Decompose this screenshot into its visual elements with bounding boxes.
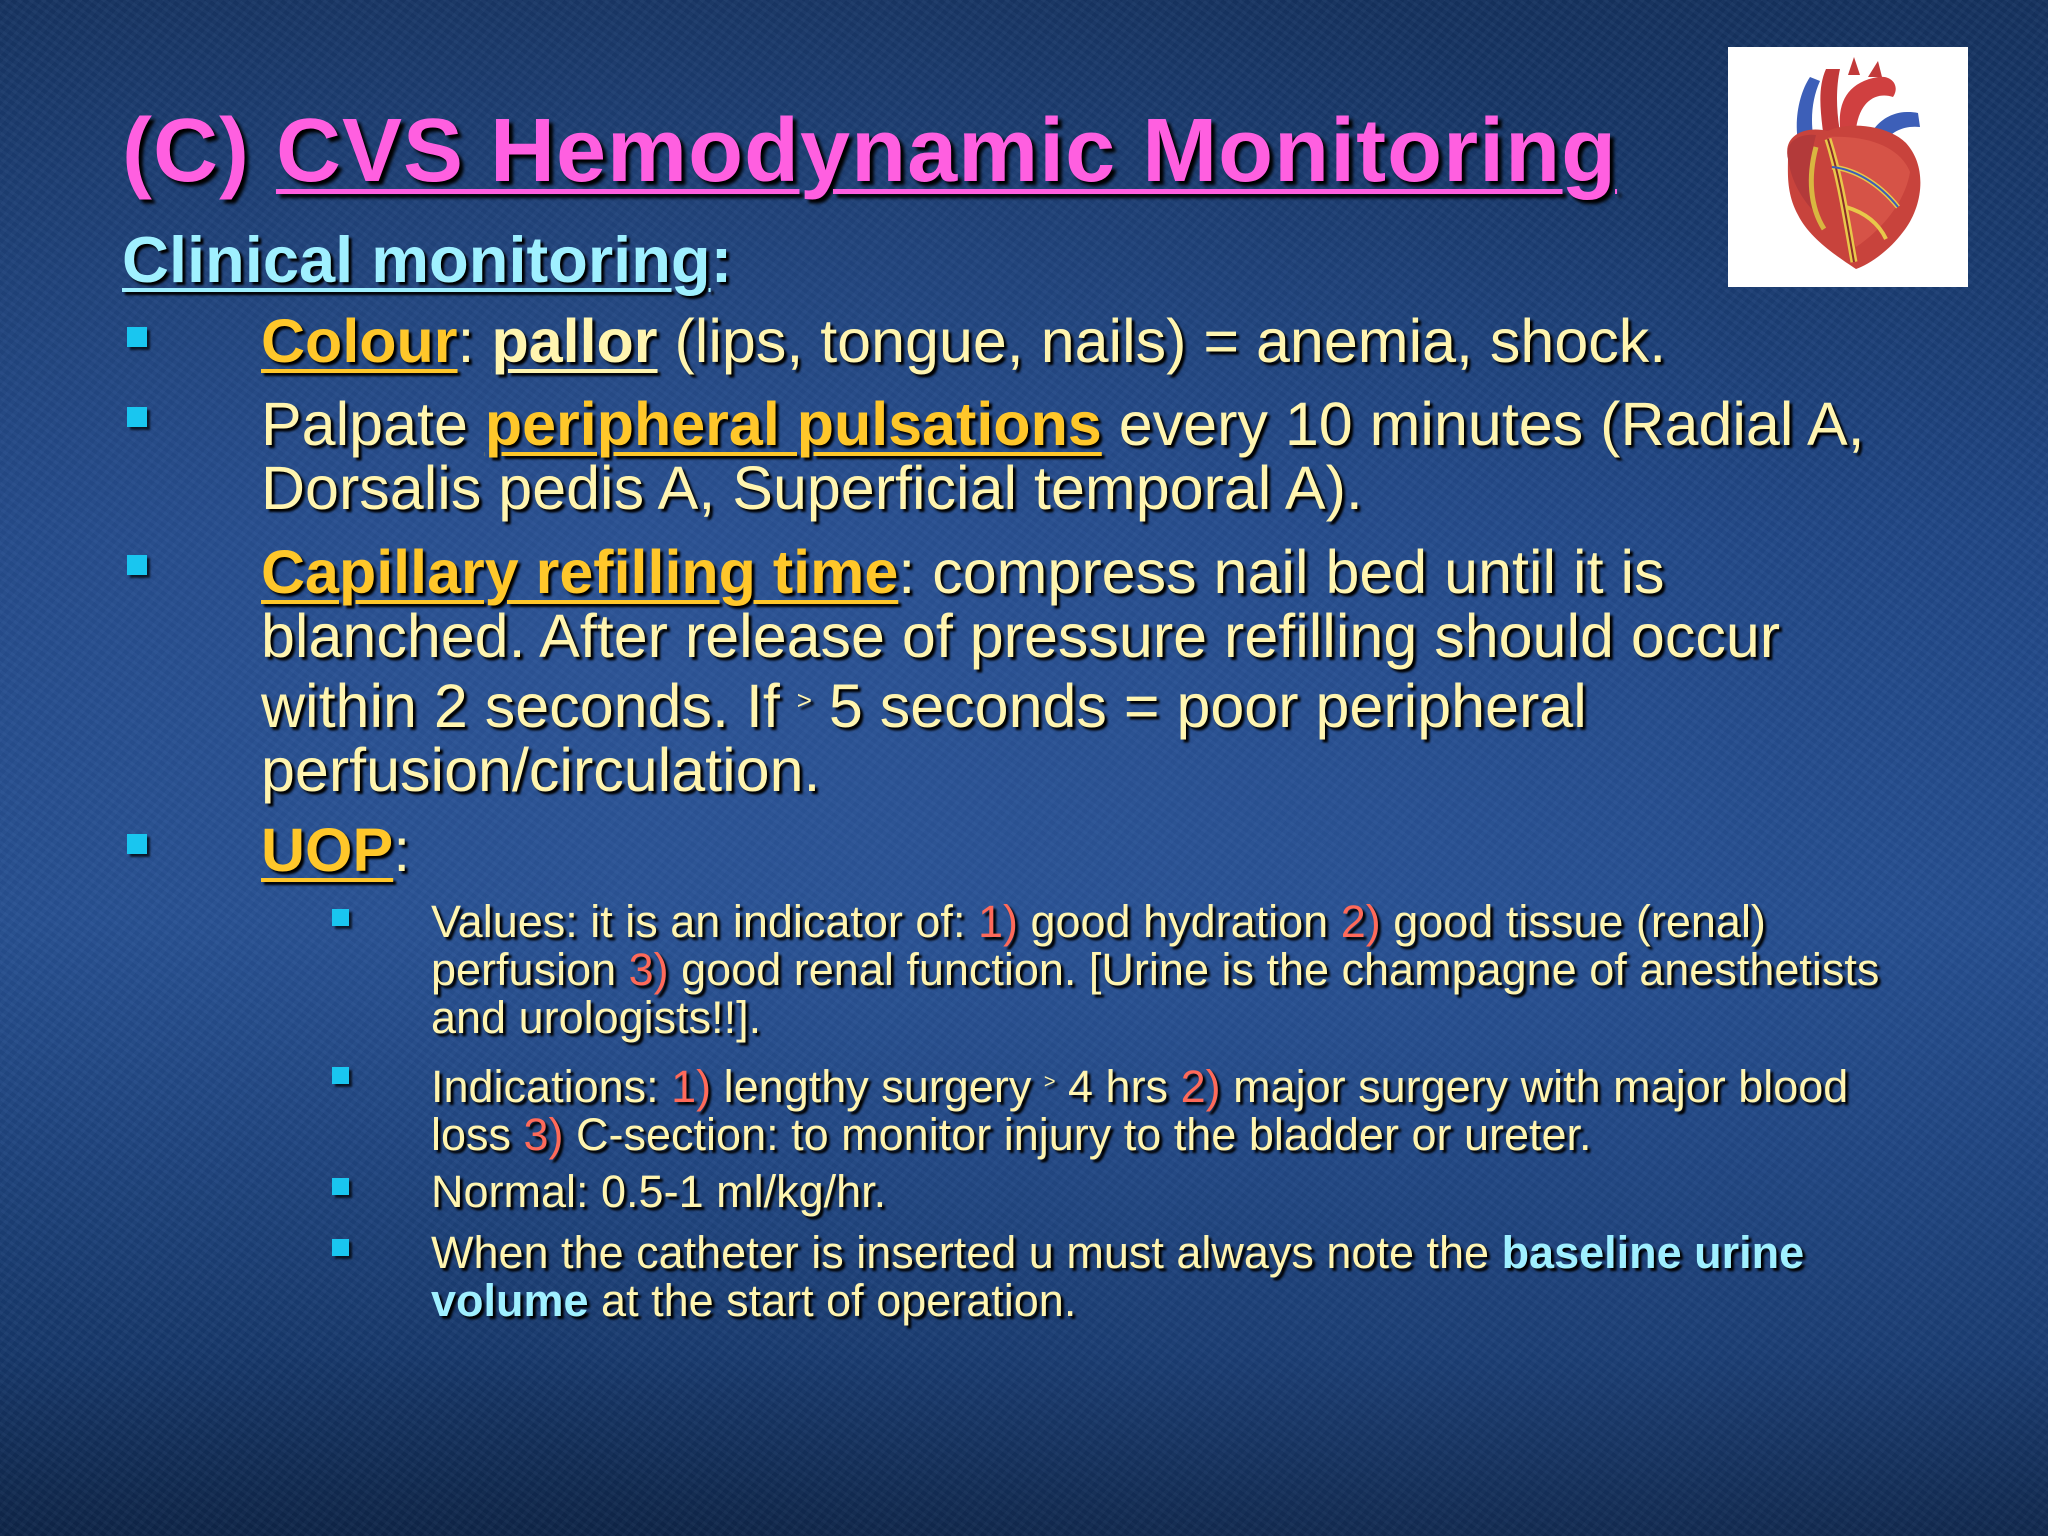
list-number: 1) <box>671 1061 712 1112</box>
subheading-colon: : <box>710 223 733 296</box>
bullet-square-icon <box>127 834 147 854</box>
text-segment: (lips, tongue, nails) = anemia, shock. <box>657 307 1667 375</box>
bullet-square-icon <box>127 407 147 427</box>
list-number: 2) <box>1340 896 1381 947</box>
text-segment: Palpate <box>261 390 485 458</box>
sub-bullet-square-icon <box>332 1178 349 1195</box>
greater-than-sign: ˃ <box>796 685 812 715</box>
title-main: CVS Hemodynamic Monitoring <box>275 101 1618 201</box>
list-number: 3) <box>523 1109 564 1160</box>
text-segment: 5 seconds = poor peripheral perfusion/circulation. <box>261 672 1587 804</box>
sub-bullet-indications <box>431 1058 1921 1159</box>
sub-bullet-square-icon <box>332 1239 349 1256</box>
text-segment: good renal function. [Urine is the champagne of anesthetists and urologists!!]. <box>431 944 1880 1043</box>
text-segment: Normal: 0.5-1 ml/kg/hr. <box>431 1166 887 1217</box>
list-number: 1) <box>977 896 1018 947</box>
list-number: 3) <box>628 944 669 995</box>
text-segment: every 10 minutes (Radial A, Dorsalis pedis A, Superficial temporal A). <box>261 390 1865 522</box>
text-segment: 4 hrs <box>1055 1061 1181 1112</box>
heart-image <box>1728 47 1968 287</box>
sub-bullet-values <box>431 898 1921 1042</box>
keyword-uop: UOP <box>261 816 394 884</box>
text-segment: Values: it is an indicator of: <box>431 896 978 947</box>
sub-bullet-normal <box>431 1168 1921 1216</box>
bullet-square-icon <box>127 327 147 347</box>
list-number: 2) <box>1180 1061 1221 1112</box>
text-segment: good hydration <box>1017 896 1341 947</box>
subheading-label: Clinical monitoring <box>122 223 711 296</box>
bullet-uop <box>261 818 1921 882</box>
greater-than-sign: ˃ <box>1043 1071 1056 1093</box>
sub-bullet-square-icon <box>332 909 349 926</box>
text-segment: C-section: to monitor injury to the bladder or ureter. <box>563 1109 1592 1160</box>
sub-bullet-catheter <box>431 1229 1921 1325</box>
text-segment: : <box>393 816 411 884</box>
text-segment: Indications: <box>431 1061 672 1112</box>
bullet-pulsations <box>261 392 1921 520</box>
title-prefix: (C) <box>122 101 276 201</box>
text-segment: lengthy surgery <box>711 1061 1044 1112</box>
heart-anatomy-icon <box>1728 47 1968 287</box>
bullet-colour <box>261 309 1921 373</box>
sub-bullet-square-icon <box>332 1067 349 1084</box>
keyword-colour: Colour <box>261 307 458 375</box>
slide-title <box>122 100 1617 203</box>
keyword-baseline-urine-volume: baseline urine volume <box>431 1227 1805 1326</box>
text-segment: When the catheter is inserted u must always note the <box>431 1227 1502 1278</box>
keyword-capillary-refilling-time: Capillary refilling time <box>261 538 899 606</box>
bullet-square-icon <box>127 555 147 575</box>
bullet-capillary <box>261 540 1921 802</box>
text-segment: : <box>457 307 492 375</box>
text-segment: : compress nail bed until it is blanched. After release of pressure refilling should occur within 2 seconds. If <box>261 538 1781 740</box>
text-segment: major surgery with major blood loss <box>431 1061 1849 1160</box>
keyword-peripheral-pulsations: peripheral pulsations <box>484 390 1102 458</box>
keyword-pallor: pallor <box>491 307 658 375</box>
text-segment: good tissue (renal) perfusion <box>431 896 1766 995</box>
clinical-monitoring-heading <box>122 222 732 297</box>
text-segment: at the start of operation. <box>588 1275 1077 1326</box>
